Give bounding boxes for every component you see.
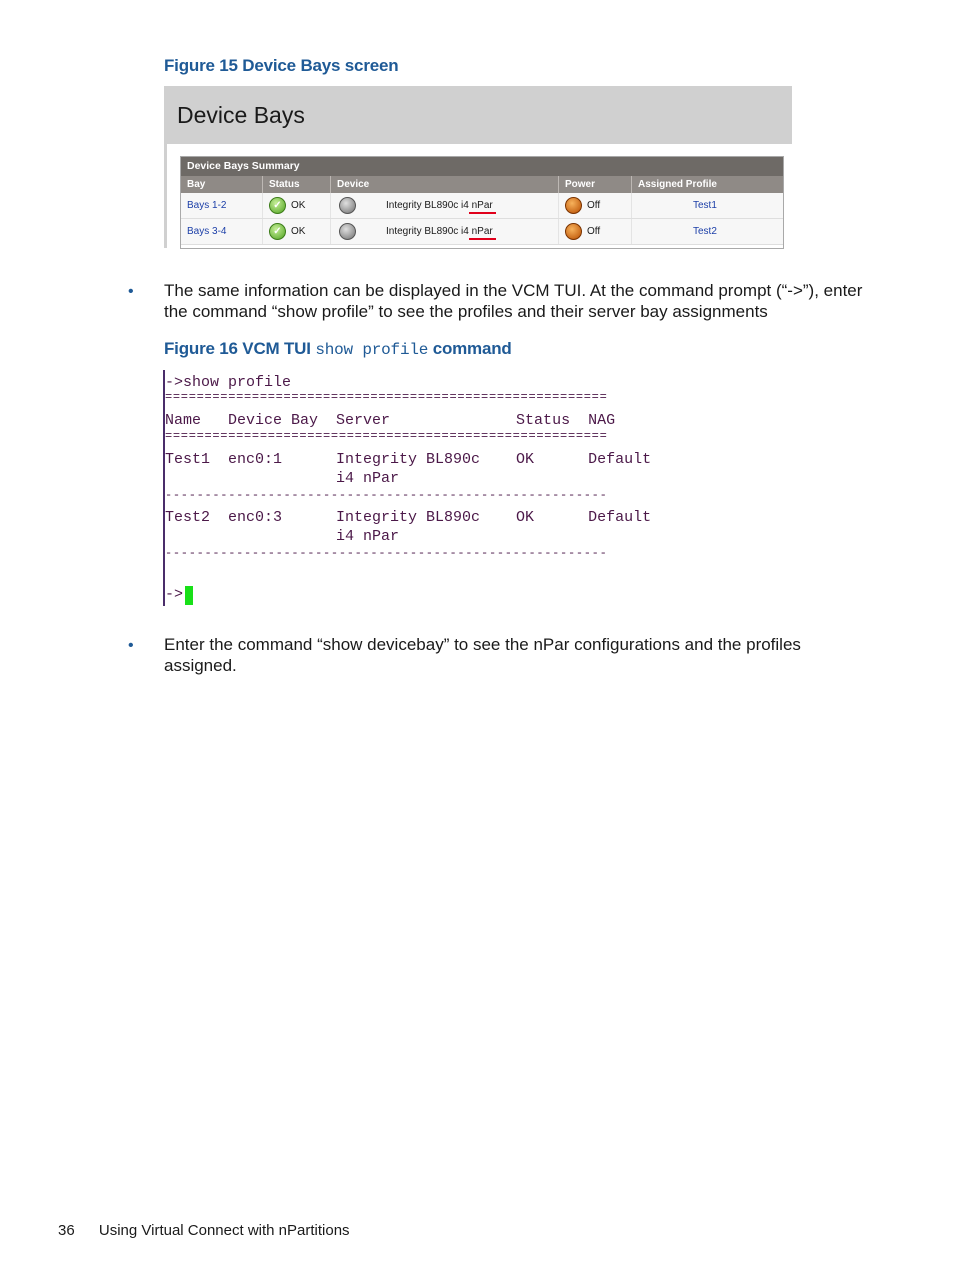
summary-title: Device Bays Summary bbox=[181, 157, 783, 176]
paragraph-show-profile: The same information can be displayed in the VCM TUI. At the command prompt (“->”), enter the command “show profile” to see the profiles and their server bay assignments bbox=[164, 281, 863, 321]
terminal-line: -------------------------------------------------------- bbox=[165, 546, 608, 560]
ok-check-icon: ✓ bbox=[269, 197, 286, 214]
terminal-line: -------------------------------------------------------- bbox=[165, 488, 608, 502]
device-icon bbox=[339, 197, 356, 214]
footer-title: Using Virtual Connect with nPartitions bbox=[98, 1222, 350, 1239]
bay-link[interactable]: Bays 3-4 bbox=[187, 226, 227, 237]
terminal-line: i4 nPar bbox=[165, 470, 400, 487]
vcm-tui-terminal bbox=[163, 370, 713, 606]
col-bay[interactable]: Bay bbox=[181, 176, 263, 193]
status-text: OK bbox=[291, 226, 306, 237]
col-device[interactable]: Device bbox=[331, 176, 559, 193]
column-headers bbox=[181, 176, 783, 193]
power-off-icon bbox=[565, 197, 582, 214]
col-status[interactable]: Status bbox=[263, 176, 331, 193]
terminal-line: Test1 enc0:1 Integrity BL890c OK Default bbox=[165, 451, 652, 468]
bullet-icon: • bbox=[128, 637, 134, 654]
device-bays-title: Device Bays bbox=[177, 102, 305, 128]
device-icon bbox=[339, 223, 356, 240]
figure-16-caption bbox=[164, 339, 512, 359]
terminal-line: ======================================================== bbox=[165, 390, 608, 404]
profile-link[interactable]: Test2 bbox=[693, 226, 717, 237]
caption-prefix: Figure 16 VCM TUI bbox=[164, 339, 311, 358]
caption-suffix: command bbox=[432, 339, 512, 358]
frame-edge bbox=[164, 144, 167, 248]
device-name: Integrity BL890c i4 bbox=[386, 226, 469, 237]
device-name: Integrity BL890c i4 bbox=[386, 200, 469, 211]
table-row bbox=[181, 219, 783, 245]
power-text: Off bbox=[587, 200, 601, 211]
npar-label: nPar bbox=[471, 226, 493, 237]
terminal-line: Test2 enc0:3 Integrity BL890c OK Default bbox=[165, 509, 652, 526]
device-bays-summary-table bbox=[180, 156, 784, 249]
terminal-line: i4 nPar bbox=[165, 528, 400, 545]
col-power[interactable]: Power bbox=[559, 176, 632, 193]
power-off-icon bbox=[565, 223, 582, 240]
ok-check-icon: ✓ bbox=[269, 223, 286, 240]
page-number: 36 bbox=[58, 1222, 75, 1239]
status-text: OK bbox=[291, 200, 306, 211]
device-bays-screenshot bbox=[164, 86, 792, 248]
terminal-line: ->show profile bbox=[165, 374, 292, 391]
profile-link[interactable]: Test1 bbox=[693, 200, 717, 211]
paragraph-show-devicebay: Enter the command “show devicebay” to see the nPar configurations and the profiles assigned. bbox=[164, 635, 801, 675]
device-bays-header bbox=[164, 86, 792, 144]
caption-code: show profile bbox=[315, 341, 429, 359]
col-assigned-profile[interactable]: Assigned Profile bbox=[638, 179, 717, 190]
figure-15-caption: Figure 15 Device Bays screen bbox=[164, 56, 399, 75]
power-text: Off bbox=[587, 226, 601, 237]
terminal-prompt[interactable]: -> bbox=[165, 586, 184, 603]
npar-label: nPar bbox=[471, 200, 493, 211]
bullet-icon: • bbox=[128, 283, 134, 300]
terminal-line: ======================================================== bbox=[165, 429, 608, 443]
page-footer bbox=[58, 1222, 350, 1239]
terminal-line: Name Device Bay Server Status NAG bbox=[165, 412, 616, 429]
table-row bbox=[181, 193, 783, 219]
terminal-cursor bbox=[185, 586, 193, 605]
bay-link[interactable]: Bays 1-2 bbox=[187, 200, 227, 211]
